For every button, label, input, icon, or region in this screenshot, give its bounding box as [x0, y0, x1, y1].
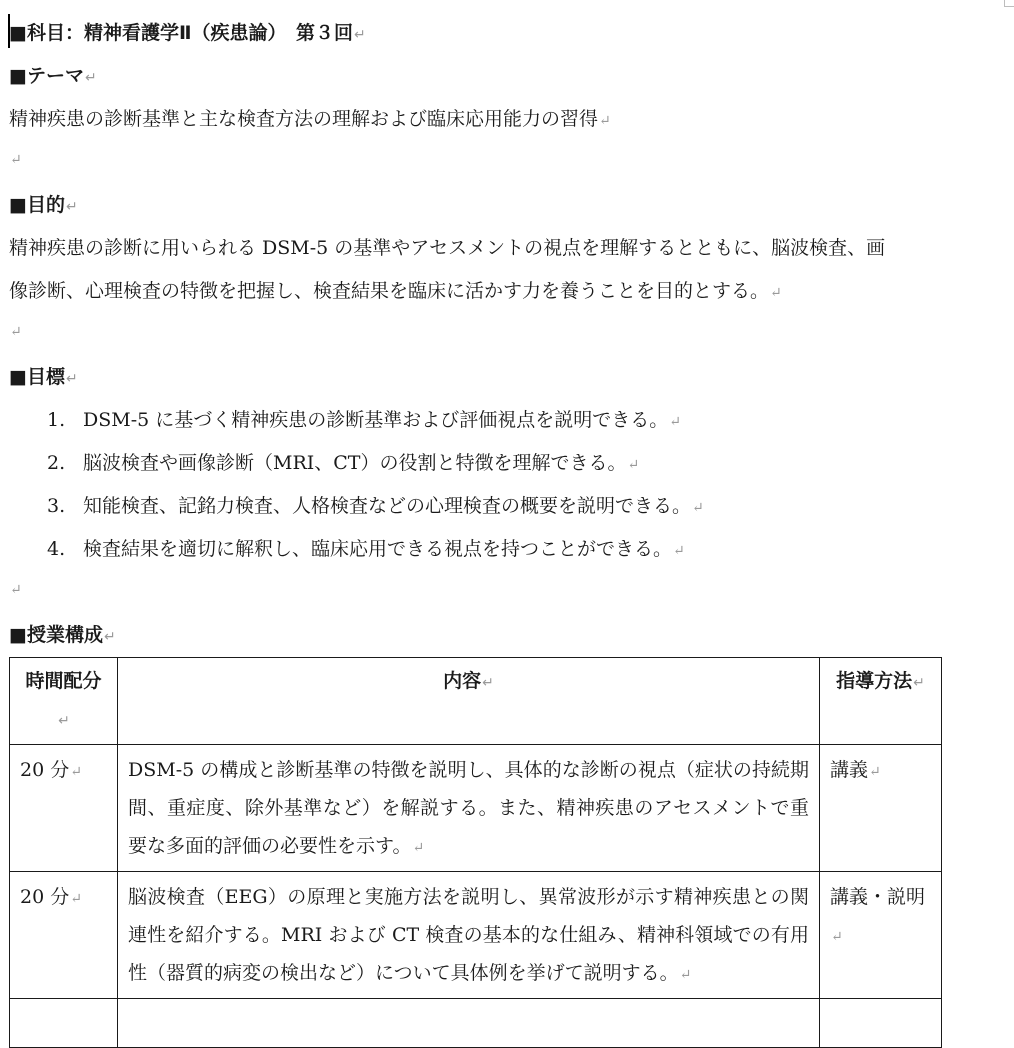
goals-heading[interactable]: [9, 362, 78, 389]
paragraph-mark: ↵: [599, 113, 611, 129]
table-row: [10, 999, 942, 1048]
cell-mark: ↵: [913, 675, 925, 691]
paragraph-mark: ↵: [692, 500, 704, 516]
cell-mark: ↵: [412, 840, 425, 856]
goal-number: 4.: [47, 538, 66, 560]
page-corner-mark: [1004, 0, 1014, 7]
theme-body[interactable]: [9, 104, 611, 131]
theme-body-text: 精神疾患の診断基準と主な検査方法の理解および臨床応用能力の習得: [9, 108, 599, 130]
goal-item[interactable]: [47, 534, 685, 561]
time-value: 20 分: [20, 886, 70, 908]
paragraph-mark: ↵: [84, 70, 97, 86]
structure-heading-text: ■授業構成: [9, 624, 103, 646]
time-cell[interactable]: [10, 872, 118, 999]
paragraph-mark: ↵: [65, 371, 78, 387]
goal-item[interactable]: [47, 491, 704, 518]
time-value: 20 分: [20, 759, 70, 781]
content-text: DSM-5 の構成と診断基準の特徴を説明し、具体的な診断の視点（症状の持続期間、重症度、除外基準など）を解説する。また、精神疾患のアセスメントで重要な多面的評価の必要性を示す。: [128, 759, 809, 857]
purpose-heading-text: ■目的: [9, 194, 65, 216]
paragraph-mark: ↵: [353, 27, 366, 43]
paragraph-mark: ↵: [10, 582, 22, 598]
paragraph-mark: ↵: [627, 457, 640, 473]
content-cell[interactable]: [118, 999, 820, 1048]
structure-heading[interactable]: [9, 620, 116, 647]
purpose-heading[interactable]: [9, 190, 78, 217]
header-time-label: 時間配分: [25, 670, 102, 692]
method-cell[interactable]: [820, 999, 942, 1048]
goals-heading-text: ■目標: [9, 366, 65, 388]
goal-text: DSM-5 に基づく精神疾患の診断基準および評価視点を説明できる。: [83, 409, 669, 431]
paragraph-mark: ↵: [770, 285, 782, 301]
method-cell[interactable]: [820, 745, 942, 872]
paragraph-mark: ↵: [10, 152, 22, 168]
cell-mark: ↵: [831, 929, 843, 945]
header-method[interactable]: [820, 658, 942, 745]
empty-paragraph[interactable]: [9, 319, 22, 341]
paragraph-mark: ↵: [65, 199, 78, 215]
theme-heading[interactable]: [9, 61, 97, 88]
goal-item[interactable]: [47, 405, 681, 432]
goal-item[interactable]: [47, 448, 639, 475]
paragraph-mark: ↵: [669, 414, 681, 430]
method-cell[interactable]: [820, 872, 942, 999]
paragraph-mark: ↵: [673, 543, 685, 559]
method-value: 講義: [830, 759, 869, 781]
content-text: 脳波検査（EEG）の原理と実施方法を説明し、異常波形が示す精神疾患との関連性を紹介する。MRI および CT 検査の基本的な仕組み、精神科領域での有用性（器質的病変の検出など）について具体例を挙げて説明する。: [128, 886, 809, 984]
purpose-body-line-1[interactable]: [9, 233, 885, 260]
content-cell[interactable]: [118, 745, 820, 872]
header-method-label: 指導方法: [836, 670, 913, 692]
goal-text: 知能検査、記銘力検査、人格検査などの心理検査の概要を説明できる。: [83, 495, 692, 517]
time-cell[interactable]: [10, 745, 118, 872]
cell-mark: ↵: [482, 675, 494, 691]
purpose-text-2: 像診断、心理検査の特徴を把握し、検査結果を臨床に活かす力を養うことを目的とする。: [9, 280, 770, 302]
subject-text: ■科目：精神看護学Ⅱ（疾患論） 第３回: [9, 22, 353, 44]
lesson-structure-table: [9, 657, 942, 1048]
cell-mark: ↵: [70, 891, 82, 907]
time-cell[interactable]: [10, 999, 118, 1048]
empty-paragraph[interactable]: [9, 577, 22, 599]
content-cell[interactable]: [118, 872, 820, 999]
table-row: [10, 872, 942, 999]
empty-paragraph[interactable]: [9, 147, 22, 169]
paragraph-mark: ↵: [10, 324, 22, 340]
table-row: [10, 745, 942, 872]
cell-mark: ↵: [679, 967, 692, 983]
goal-text: 検査結果を適切に解釈し、臨床応用できる視点を持つことができる。: [83, 538, 673, 560]
subject-heading[interactable]: [9, 18, 366, 45]
cell-mark: ↵: [70, 764, 82, 780]
goal-number: 3.: [47, 495, 66, 517]
goal-text: 脳波検査や画像診断（MRI、CT）の役割と特徴を理解できる。: [83, 452, 627, 474]
goal-number: 2.: [47, 452, 66, 474]
header-content[interactable]: [118, 658, 820, 745]
table-header-row: [10, 658, 942, 745]
header-content-label: 内容: [443, 670, 482, 692]
header-time[interactable]: [10, 658, 118, 745]
purpose-body-line-2[interactable]: [9, 276, 782, 303]
goal-number: 1.: [47, 409, 66, 431]
method-value: 講義・説明: [830, 886, 926, 908]
purpose-text-1: 精神疾患の診断に用いられる DSM-5 の基準やアセスメントの視点を理解するとともに、脳波検査、画: [9, 237, 886, 259]
cell-mark: ↵: [58, 713, 70, 729]
theme-heading-text: ■テーマ: [9, 65, 84, 87]
cell-mark: ↵: [869, 764, 881, 780]
paragraph-mark: ↵: [103, 629, 116, 645]
